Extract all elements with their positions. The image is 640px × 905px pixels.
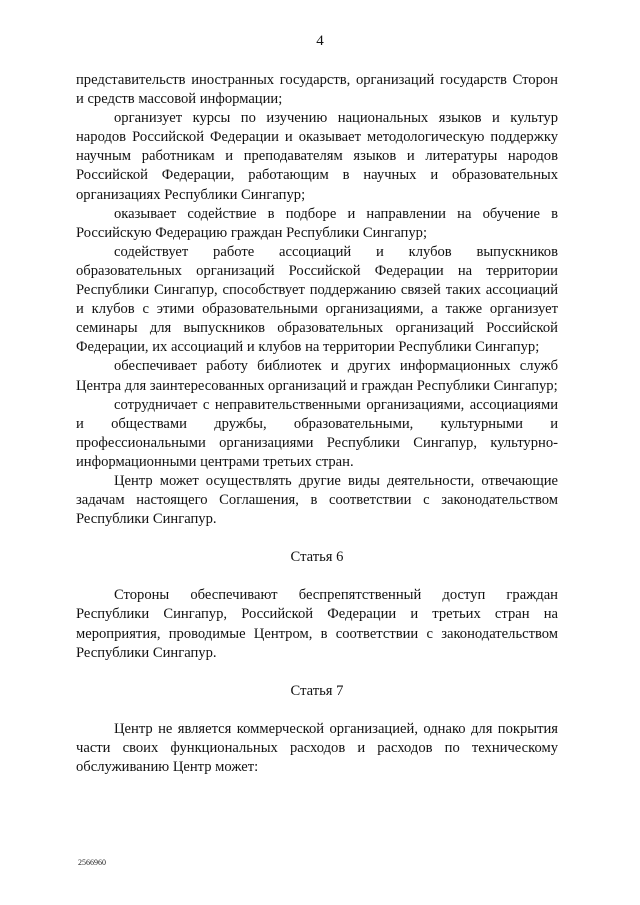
article-7-heading: Статья 7 (290, 682, 344, 699)
article-6-heading: Статья 6 (290, 549, 344, 566)
document-body (76, 71, 558, 777)
paragraph-other-activities: Центр может осуществлять другие виды деятельности, отвечающие задачам настоящего Соглашения, в соответствии с законодательством Республики Сингапур. (76, 472, 558, 528)
paragraph-continuation: представительств иностранных государств, организаций государств Сторон и средств массовой информации; (76, 72, 558, 108)
article-7-text: Центр не является коммерческой организацией, однако для покрытия части своих функциональных расходов и расходов по техническому обслуживанию Центр может: (76, 720, 558, 775)
paragraph-education-assistance: оказывает содействие в подборе и направлении на обучение в Российскую Федерацию граждан Республики Сингапур; (76, 205, 558, 241)
paragraph-alumni-associations: содействует работе ассоциаций и клубов выпускников образовательных организаций Российской Федерации на территории Республики Сингапур, способствует поддержанию связей таких ассоциаций и клубов с этими образовательными организациями, а также организует семинары для выпускников образовательных организаций Российской Федерации, их ассоциаций и клубов на территории Республики Сингапур; (76, 243, 558, 356)
article-6-text: Стороны обеспечивают беспрепятственный доступ граждан Республики Сингапур, Российской Федерации и третьих стран на мероприятия, проводимые Центром, в соответствии с законодательством Республики Сингапур. (76, 587, 558, 661)
paragraph-libraries: обеспечивает работу библиотек и других информационных служб Центра для заинтересованных организаций и граждан Республики Сингапур; (76, 358, 558, 394)
page-number: 4 (316, 33, 324, 49)
document-id: 2566960 (78, 858, 106, 867)
paragraph-cooperation: сотрудничает с неправительственными организациями, ассоциациями и обществами дружбы, образовательными, культурными и профессиональными организациями Республики Сингапур, культурно-информационными центрами третьих стран. (76, 396, 558, 470)
paragraph-courses: организует курсы по изучению национальных языков и культур народов Российской Федерации и оказывает методологическую поддержку научным работникам и преподавателям языков и литературы народов Российской Федерации, работающим в научных и образовательных организациях Республики Сингапур; (76, 110, 558, 203)
